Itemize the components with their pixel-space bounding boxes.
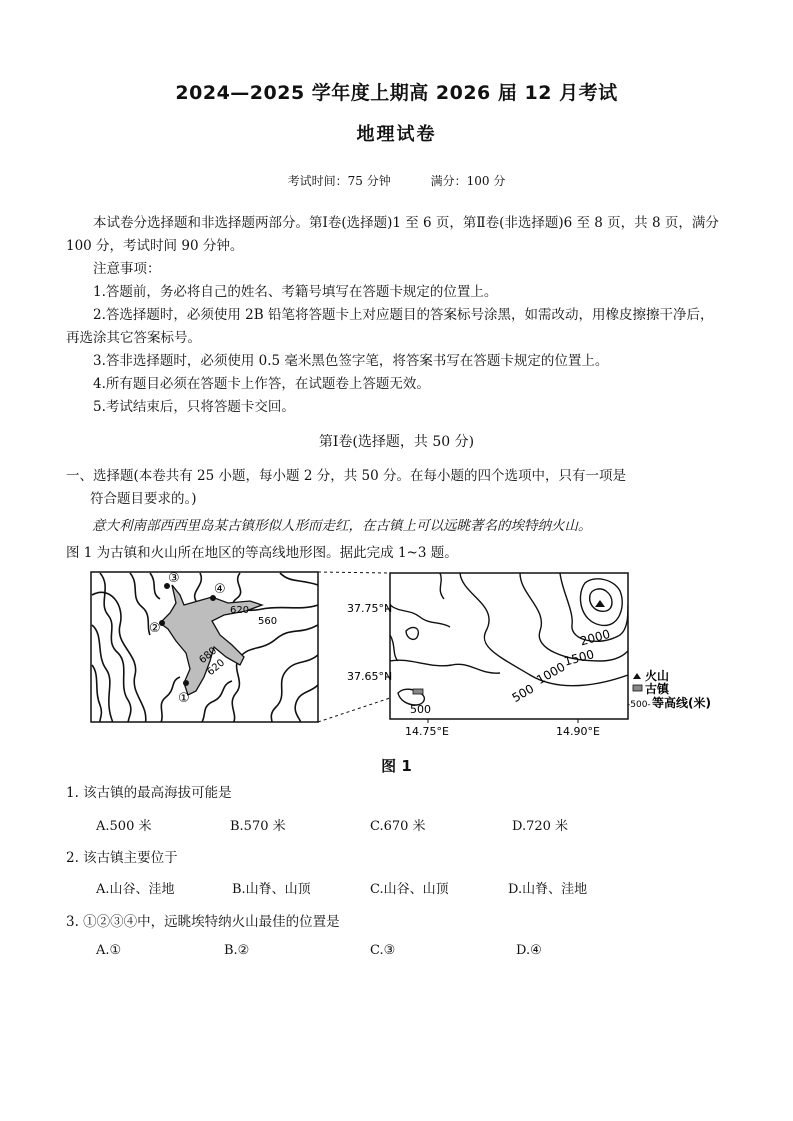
question-1-option-c: C.670 米	[370, 819, 426, 834]
note-1: 1.答题前，务必将自己的姓名、考籍号填写在答题卡规定的位置上。	[93, 284, 498, 300]
question-3-stem: 3. ①②③④中，远眺埃特纳火山最佳的位置是	[66, 914, 340, 930]
subject-title: 地理试卷	[356, 124, 437, 145]
contour-label-620b: 620	[205, 657, 228, 679]
legend-contour-label: 等高线(米)	[652, 696, 711, 710]
question-1-option-b: B.570 米	[230, 819, 286, 834]
note-2: 2.答选择题时，必须使用 2B 铅笔将答题卡上对应题目的答案标号涂黑，如需改动，用橡皮擦擦干净后，再选涂其它答案标号。	[66, 307, 714, 346]
question-2-stem: 2. 该古镇主要位于	[66, 850, 178, 866]
exam-title: 2024—2025 学年度上期高 2026 届 12 月考试	[175, 82, 618, 104]
contour-label-1000: 1000	[534, 659, 568, 688]
question-3-option-c: C.③	[370, 943, 396, 958]
question-2-option-a: A.山谷、洼地	[96, 882, 175, 897]
town-icon	[413, 689, 423, 694]
contour-map-figure	[0, 565, 793, 765]
question-1-stem: 1. 该古镇的最高海拔可能是	[66, 785, 232, 801]
legend-town-label: 古镇	[645, 682, 670, 696]
note-3: 3.答非选择题时，必须使用 0.5 毫米黑色签字笔，将答案书写在答题卡规定的位置上。	[93, 353, 609, 369]
lat-label-2: 37.65°N	[347, 670, 393, 683]
full-score: 满分：100 分	[430, 174, 506, 188]
legend-volcano-label: 火山	[645, 669, 670, 683]
right-map-panel	[390, 573, 628, 719]
contour-label-1500: 1500	[562, 647, 596, 669]
context-line1: 意大利南部西西里岛某古镇形似人形而走红，在古镇上可以远眺著名的埃特纳火山。	[92, 518, 592, 534]
question-3-option-b: B.②	[224, 943, 250, 958]
leader-line-top	[318, 572, 390, 573]
lat-label-1: 37.75°N	[347, 602, 393, 615]
figure-caption: 图 1	[381, 757, 412, 775]
contour-label-620a: 620	[230, 605, 250, 616]
contour-label-2000: 2000	[578, 626, 612, 649]
question-2-option-b: B.山脊、山顶	[232, 882, 311, 897]
section-instruction-line1: 一、选择题(本卷共有 25 小题，每小题 2 分，共 50 分。在每小题的四个选项中，只有一项是	[66, 468, 626, 484]
question-1-option-a: A.500 米	[96, 819, 152, 834]
marker-3: ③	[168, 571, 180, 586]
question-2-option-d: D.山脊、洼地	[508, 882, 588, 897]
exam-info	[0, 172, 793, 189]
contour-label-500-coast: 500	[410, 703, 431, 716]
contour-label-560: 560	[258, 616, 278, 627]
marker-4: ④	[214, 582, 226, 597]
legend-contour-value: -500-	[627, 700, 651, 710]
context-line2: 图 1 为古镇和火山所在地区的等高线地形图。据此完成 1~3 题。	[66, 545, 458, 561]
marker-2: ②	[149, 621, 161, 636]
question-1-option-d: D.720 米	[512, 819, 569, 834]
marker-1: ①	[178, 691, 190, 706]
question-3-option-d: D.④	[516, 943, 542, 958]
lon-label-1: 14.75°E	[405, 725, 449, 738]
legend-town-icon	[633, 685, 642, 691]
section-title: 第Ⅰ卷(选择题，共 50 分)	[318, 434, 475, 450]
question-2-option-c: C.山谷、山顶	[370, 882, 449, 897]
lon-label-2: 14.90°E	[556, 725, 600, 738]
contour-label-500: 500	[509, 681, 537, 706]
intro-paragraph: 本试卷分选择题和非选择题两部分。第Ⅰ卷(选择题)1 至 6 页，第Ⅱ卷(非选择题)6 至 8 页，共 8 页，满分 100 分，考试时间 90 分钟。	[66, 215, 719, 254]
legend	[627, 668, 711, 710]
question-3-option-a: A.①	[96, 943, 122, 958]
section-instruction-line2: 符合题目要求的。)	[90, 491, 197, 507]
note-5: 5.考试结束后，只将答题卡交回。	[93, 399, 295, 415]
legend-volcano-icon	[633, 673, 641, 679]
exam-time: 考试时间：75 分钟	[287, 174, 391, 188]
notes-title: 注意事项：	[93, 261, 161, 277]
contour-label-680: 680	[197, 645, 220, 667]
note-4: 4.所有题目必须在答题卡上作答，在试题卷上答题无效。	[93, 376, 430, 392]
left-map-panel	[91, 571, 318, 725]
